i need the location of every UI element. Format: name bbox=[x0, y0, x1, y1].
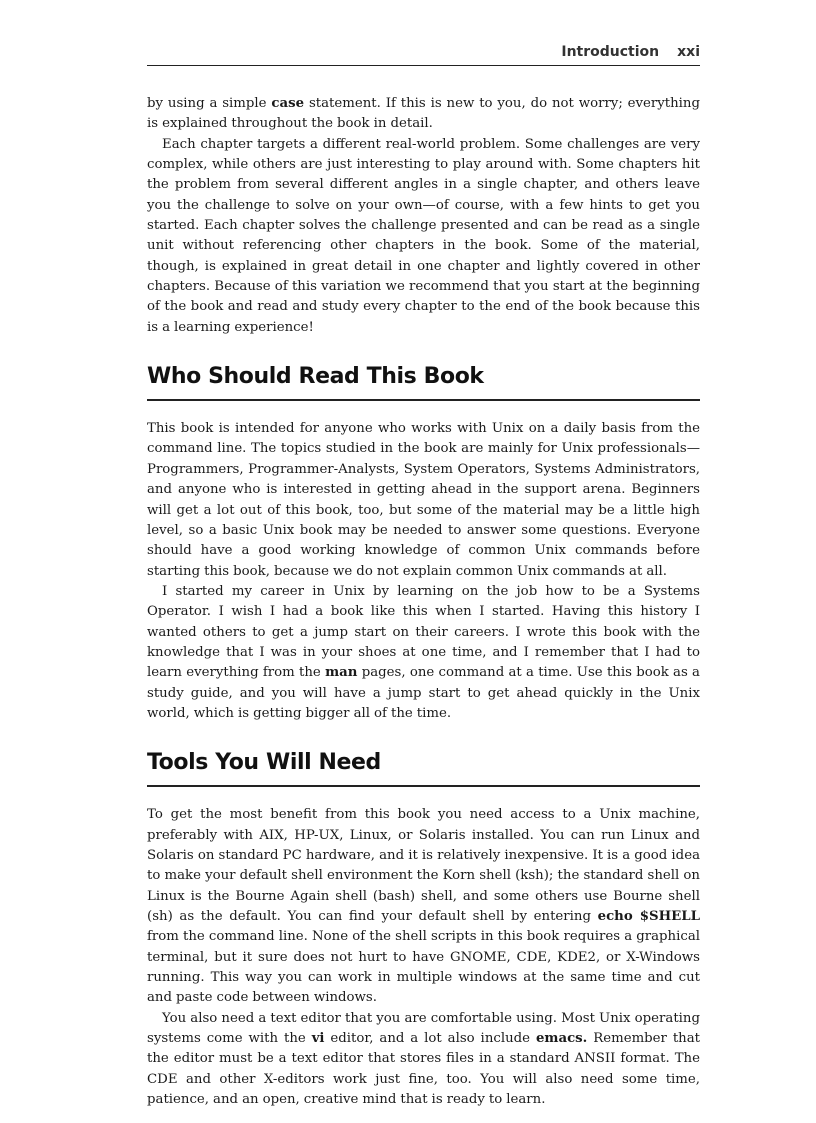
text-run: Remember that the editor must be a text editor that stores files in a standard ANSII format. The CDE and other X-editors work just fine, too. You will also need some time, patience, and an open, creative mind that is ready to learn. bbox=[147, 1031, 700, 1108]
text-run: statement. If this is new to you, do not worry; everything is explained throughout the book in detail. bbox=[147, 96, 701, 132]
section-heading-who-should-read: Who Should Read This Book bbox=[147, 363, 700, 401]
text-run: pages, one command at a time. Use this book as a study guide, and you will have a jump start to get ahead quickly in the Unix world, which is getting bigger all of the time. bbox=[147, 665, 700, 721]
text-run: editor, and a lot also include bbox=[324, 1031, 536, 1047]
code-term-echo-shell: echo $SHELL bbox=[597, 909, 700, 924]
tools-paragraph-1 bbox=[147, 805, 700, 1008]
header-text bbox=[561, 44, 700, 60]
text-run: I started my career in Unix by learning on the job how to be a Systems Operator. I wish I had a book like this when I started. Having this history I wanted others to get a jump start on their careers. I wrote this book with the knowledge that I was in your shoes at one time, and I remember that I had to learn everything from the bbox=[147, 583, 700, 681]
page-body bbox=[147, 94, 700, 1110]
text-run: You also need a text editor that you are comfortable using. Most Unix operating systems come with the bbox=[147, 1010, 700, 1047]
header-section-title: Introduction bbox=[561, 44, 660, 60]
who-paragraph-1: This book is intended for anyone who works with Unix on a daily basis from the command line. The topics studied in the book are mainly for Unix professionals—Programmers, Programmer-Analysts, System Operators, Systems Administrators, and anyone who is interested in getting ahead in the support arena. Beginners will get a lot out of this book, too, but some of the material may be a little high level, so a basic Unix book may be needed to answer some questions. Everyone should have a good working knowledge of common Unix commands before starting this book, because we do not explain common Unix commands at all. bbox=[147, 421, 700, 579]
intro-paragraph-2: Each chapter targets a different real-world problem. Some challenges are very complex, while others are just interesting to play around with. Some chapters hit the problem from several different angles in a single chapter, and others leave you the challenge to solve on your own—of course, with a few hints to get you started. Each chapter solves the challenge presented and can be read as a single unit without referencing other chapters in the book. Some of the material, though, is explained in great detail in one chapter and lightly covered in other chapters. Because of this variation we recommend that you start at the beginning of the book and read and study every chapter to the end of the book because this is a learning experience! bbox=[147, 136, 700, 335]
text-run: To get the most benefit from this book you need access to a Unix machine, preferably with AIX, HP-UX, Linux, or Solaris installed. You can run Linux and Solaris on standard PC hardware, and it is relatively inexpensive. It is a good idea to make your default shell environment the Korn shell (ksh); the standard shell on Linux is the Bourne Again shell (bash) shell, and some others use Bourne shell (sh) as the default. You can find your default shell by entering bbox=[147, 807, 700, 924]
intro-paragraph-1 bbox=[147, 94, 700, 135]
text-run: from the command line. None of the shell scripts in this book requires a graphical terminal, but it sure does not hurt to have GNOME, CDE, KDE2, or X-Windows running. This way you can work in multiple windows at the same time and cut and paste code between windows. bbox=[147, 929, 700, 1006]
code-term-emacs: emacs. bbox=[535, 1031, 588, 1047]
header-page-number: xxi bbox=[677, 44, 700, 60]
running-header bbox=[147, 36, 700, 66]
text-run: by using a simple bbox=[147, 96, 272, 111]
code-term-vi: vi bbox=[311, 1031, 325, 1047]
code-term-case: case bbox=[271, 96, 305, 111]
code-term-man: man bbox=[325, 665, 358, 681]
section-heading-tools-needed: Tools You Will Need bbox=[147, 749, 700, 787]
tools-paragraph-2 bbox=[147, 1009, 700, 1111]
who-paragraph-2 bbox=[147, 582, 700, 724]
